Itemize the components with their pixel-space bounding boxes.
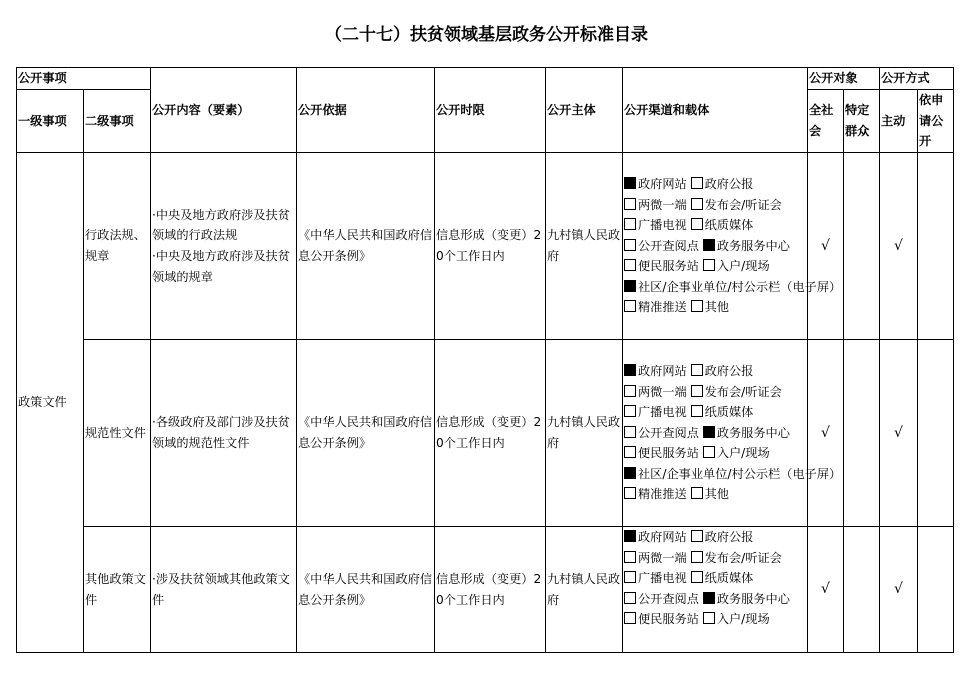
checkbox-empty-icon	[703, 259, 715, 271]
teding-check	[844, 527, 880, 653]
yishenqing-check	[918, 340, 954, 527]
yiju-cell: 《中华人民共和国政府信息公开条例》	[297, 527, 435, 653]
checkbox-checked-icon	[624, 467, 636, 479]
checkbox-empty-icon	[691, 300, 703, 312]
zhuti-cell: 九村镇人民政府	[546, 340, 623, 527]
checkbox-empty-icon	[624, 259, 636, 271]
channels-cell: 政府网站 政府公报 两微一端 发布会/听证会 广播电视 纸质媒体 公开查阅点 政务服务中心 便民服务站 入户/现场 社区/企事业单位/村公示栏（电子屏） 精准推送 其他	[623, 340, 808, 527]
neirong-cell	[151, 340, 297, 527]
checkbox-checked-icon	[624, 177, 636, 189]
checkbox-empty-icon	[691, 571, 703, 583]
neirong-item: ·涉及扶贫领域其他政策文件	[152, 571, 290, 607]
header-yiji: 一级事项	[17, 90, 84, 153]
quanshehui-check: √	[808, 527, 844, 653]
checkbox-empty-icon	[624, 239, 636, 251]
checkbox-checked-icon	[624, 530, 636, 542]
checkbox-checked-icon	[703, 426, 715, 438]
header-yiju: 公开依据	[297, 68, 435, 153]
checkbox-empty-icon	[691, 364, 703, 376]
checkbox-empty-icon	[624, 446, 636, 458]
yiju-cell: 《中华人民共和国政府信息公开条例》	[297, 340, 435, 527]
checkbox-empty-icon	[691, 177, 703, 189]
checkbox-empty-icon	[624, 487, 636, 499]
neirong-item: ·中央及地方政府涉及扶贫领域的行政法规	[152, 207, 290, 243]
teding-check	[844, 340, 880, 527]
header-yishenqing: 依申请公开	[918, 90, 954, 153]
header-zhudong: 主动	[880, 90, 918, 153]
channels-cell: 政府网站 政府公报 两微一端 发布会/听证会 广播电视 纸质媒体 公开查阅点 政务服务中心 便民服务站 入户/现场 社区/企事业单位/村公示栏（电子屏） 精准推送 其他	[623, 153, 808, 340]
shixian-cell: 信息形成（变更）20个工作日内	[435, 527, 546, 653]
checkbox-empty-icon	[691, 405, 703, 417]
header-erji: 二级事项	[84, 90, 151, 153]
header-duixiang: 公开对象	[808, 68, 880, 90]
header-quanshehui: 全社会	[808, 90, 844, 153]
erji-cell: 其他政策文件	[84, 527, 151, 653]
neirong-item: ·中央及地方政府涉及扶贫领域的规章	[152, 249, 290, 284]
zhuti-cell: 九村镇人民政府	[546, 527, 623, 653]
header-shixian: 公开时限	[435, 68, 546, 153]
zhudong-check: √	[880, 527, 918, 653]
checkbox-empty-icon	[691, 218, 703, 230]
erji-cell: 规范性文件	[84, 340, 151, 527]
table-row	[17, 340, 954, 527]
checkbox-empty-icon	[624, 592, 636, 604]
table-row	[17, 153, 954, 340]
checkbox-checked-icon	[624, 364, 636, 376]
checkbox-empty-icon	[624, 218, 636, 230]
header-teding: 特定群众	[844, 90, 880, 153]
neirong-item: ·各级政府及部门涉及扶贫领域的规范性文件	[152, 415, 290, 450]
checkbox-empty-icon	[691, 198, 703, 210]
checkbox-empty-icon	[703, 446, 715, 458]
checkbox-empty-icon	[624, 300, 636, 312]
quanshehui-check: √	[808, 340, 844, 527]
checkbox-empty-icon	[624, 385, 636, 397]
page-title: （二十七）扶贫领域基层政务公开标准目录	[325, 25, 648, 45]
header-fangshi: 公开方式	[880, 68, 954, 90]
header-qudao: 公开渠道和载体	[623, 68, 808, 153]
shixian-cell: 信息形成（变更）20个工作日内	[435, 153, 546, 340]
checkbox-empty-icon	[624, 551, 636, 563]
zhudong-check: √	[880, 153, 918, 340]
header-gongkai-shixiang: 公开事项	[17, 68, 151, 90]
erji-cell: 行政法规、规章	[84, 153, 151, 340]
checkbox-empty-icon	[691, 551, 703, 563]
checkbox-empty-icon	[624, 612, 636, 624]
category-cell: 政策文件	[17, 153, 84, 653]
checkbox-empty-icon	[703, 612, 715, 624]
yishenqing-check	[918, 153, 954, 340]
teding-check	[844, 153, 880, 340]
checkbox-empty-icon	[691, 385, 703, 397]
checkbox-empty-icon	[691, 530, 703, 542]
zhuti-cell: 九村镇人民政府	[546, 153, 623, 340]
header-neirong: 公开内容（要素）	[151, 68, 297, 153]
yiju-cell: 《中华人民共和国政府信息公开条例》	[297, 153, 435, 340]
neirong-cell	[151, 153, 297, 340]
channels-cell: 政府网站 政府公报 两微一端 发布会/听证会 广播电视 纸质媒体 公开查阅点 政务服务中心 便民服务站 入户/现场	[623, 527, 808, 653]
table-row	[17, 527, 954, 653]
yishenqing-check	[918, 527, 954, 653]
neirong-cell	[151, 527, 297, 653]
zhudong-check: √	[880, 340, 918, 527]
shixian-cell: 信息形成（变更）20个工作日内	[435, 340, 546, 527]
checkbox-checked-icon	[624, 280, 636, 292]
checkbox-empty-icon	[624, 571, 636, 583]
checkbox-empty-icon	[691, 487, 703, 499]
standard-catalog-table	[16, 67, 954, 653]
checkbox-checked-icon	[703, 592, 715, 604]
checkbox-empty-icon	[624, 426, 636, 438]
checkbox-empty-icon	[624, 198, 636, 210]
quanshehui-check: √	[808, 153, 844, 340]
header-zhuti: 公开主体	[546, 68, 623, 153]
checkbox-checked-icon	[703, 239, 715, 251]
checkbox-empty-icon	[624, 405, 636, 417]
header-row-1	[17, 68, 954, 90]
